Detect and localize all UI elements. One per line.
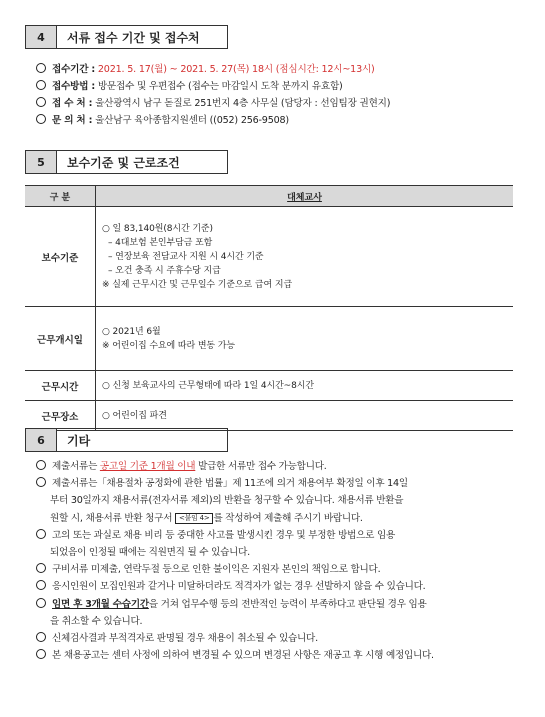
section-4-list (36, 61, 516, 129)
row-label: 근무장소 (25, 401, 96, 431)
circle-bullet-icon (36, 632, 46, 642)
list-item: 접수기간 : 2021. 5. 17(월) ~ 2021. 5. 27(목) 18시 (점심시간: 12시~13시) (36, 61, 516, 78)
list-item: 신체검사결과 부적격자로 판명될 경우 채용이 취소될 수 있습니다. (36, 630, 512, 647)
row-label: 보수기준 (25, 207, 96, 307)
circle-bullet-icon (36, 529, 46, 539)
row-value: ○ 2021년 6월 ※ 어린이집 수요에 따라 변동 가능 (96, 307, 514, 371)
section-number: 4 (25, 25, 57, 49)
row-value: ○ 어린이집 파견 (96, 401, 514, 431)
section-4-header (25, 25, 228, 49)
list-item-continuation: 원할 시, 채용서류 반환 청구서 <붙임 4> 를 작성하여 제출해 주시기 바랍니다. (50, 512, 363, 524)
circle-bullet-icon (36, 563, 46, 573)
circle-bullet-icon (36, 649, 46, 659)
circle-bullet-icon (36, 580, 46, 590)
list-item: 임면 후 3개월 수습기간을 거쳐 업무수행 등의 전반적인 능력이 부족하다고 판단될 경우 임용 (36, 596, 512, 613)
table-header-value: 대체교사 (96, 186, 514, 207)
circle-bullet-icon (36, 477, 46, 487)
list-item: 응시인원이 모집인원과 같거나 미달하더라도 적격자가 없는 경우 선발하지 않을 수 있습니다. (36, 578, 512, 595)
circle-bullet-icon (36, 114, 46, 124)
list-item-continuation: 부터 30일까지 채용서류(전자서류 제외)의 반환을 청구할 수 있습니다. 채용서류 반환을 (50, 495, 404, 507)
circle-bullet-icon (36, 598, 46, 608)
circle-bullet-icon (36, 97, 46, 107)
circle-bullet-icon (36, 63, 46, 73)
list-item: 본 채용공고는 센터 사정에 의하여 변경될 수 있으며 변경된 사항은 재공고 후 시행 예정입니다. (36, 647, 512, 664)
row-label: 근무시간 (25, 371, 96, 401)
table-row (25, 401, 513, 431)
list-item-continuation: 을 취소할 수 있습니다. (50, 615, 143, 627)
list-item: 제출서류는 공고일 기준 1개월 이내 발급한 서류만 접수 가능합니다. (36, 458, 512, 475)
table-header-row (25, 186, 513, 207)
list-item: 제출서류는「채용절차 공정화에 관한 법률」제 11조에 의거 채용여부 확정일 이후 14일 (36, 475, 512, 492)
list-item: 고의 또는 과실로 채용 비리 등 중대한 사고를 발생시킨 경우 및 부정한 방법으로 임용 (36, 527, 512, 544)
list-item-continuation: 되었음이 인정될 때에는 직원면직 될 수 있습니다. (50, 547, 250, 559)
circle-bullet-icon (36, 80, 46, 90)
section-5-header (25, 150, 228, 174)
list-item: 구비서류 미제출, 연락두절 등으로 인한 불이익은 지원자 본인의 책임으로 합니다. (36, 561, 512, 578)
section-title: 기타 (57, 428, 228, 452)
list-item: 접수방법 : 방문접수 및 우편접수 (접수는 마감일시 도착 분까지 유효함) (36, 78, 516, 95)
row-value: ○ 일 83,140원(8시간 기준) – 4대보험 본인부담금 포함 – 연장보육 전담교사 지원 시 4시간 기준 – 오건 충족 시 주휴수당 지급 ※ 실제 근무시간 및 근무일수 기준으로 급여 지급 (96, 207, 514, 307)
section-6-list (36, 458, 512, 664)
row-value: ○ 신청 보육교사의 근무형태에 따라 1일 4시간~8시간 (96, 371, 514, 401)
section-number: 5 (25, 150, 57, 174)
row-label: 근무개시일 (25, 307, 96, 371)
circle-bullet-icon (36, 460, 46, 470)
list-item: 접 수 처 : 울산광역시 남구 돋질로 251번지 4층 사무실 (담당자 : 선임팀장 권현지) (36, 95, 516, 112)
section-title: 서류 접수 기간 및 접수처 (57, 25, 228, 49)
table-header-key: 구 분 (25, 186, 96, 207)
attachment-tag: <붙임 4> (175, 513, 213, 524)
section-title: 보수기준 및 근로조건 (57, 150, 228, 174)
section-6-header (25, 428, 228, 452)
table-row (25, 207, 513, 307)
section-number: 6 (25, 428, 57, 452)
table-row (25, 307, 513, 371)
conditions-table (25, 185, 513, 431)
list-item: 문 의 처 : 울산남구 육아종합지원센터 ((052) 256-9508) (36, 112, 516, 129)
table-row (25, 371, 513, 401)
